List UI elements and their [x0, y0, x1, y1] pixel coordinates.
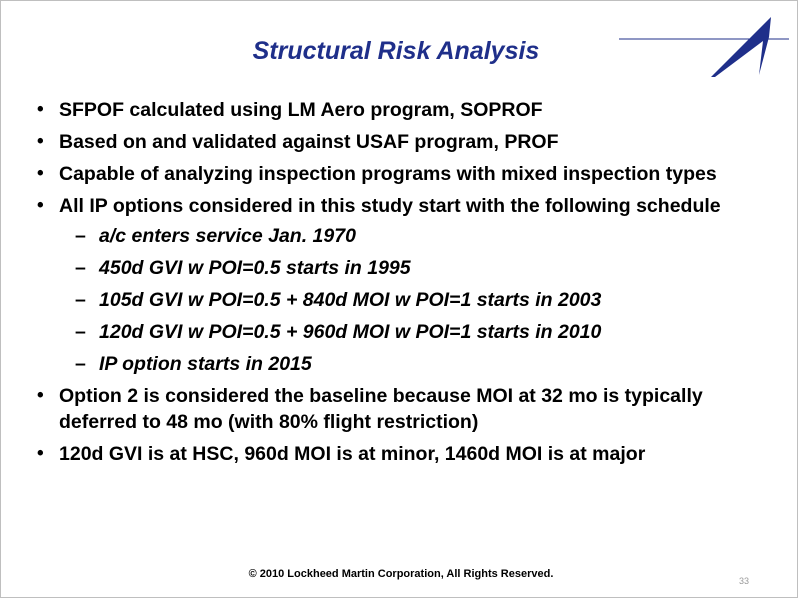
bullet-text: Option 2 is considered the baseline because MOI at 32 mo is typically deferred to 48 mo (with 80% flight restriction)	[59, 385, 703, 433]
bullet-item	[37, 441, 767, 467]
sub-bullet-marker: –	[75, 289, 86, 311]
bullet-text: Based on and validated against USAF program, PROF	[59, 131, 559, 153]
bullet-text: All IP options considered in this study start with the following schedule	[59, 195, 721, 217]
sub-bullet-item	[37, 319, 767, 345]
lockheed-martin-star-icon	[619, 15, 789, 81]
sub-bullet-item	[37, 287, 767, 313]
sub-bullet-marker: –	[75, 353, 86, 375]
sub-bullet-text: IP option starts in 2015	[99, 353, 312, 375]
bullet-marker: •	[37, 131, 44, 152]
bullet-text: Capable of analyzing inspection programs with mixed inspection types	[59, 163, 717, 185]
bullet-marker: •	[37, 195, 44, 216]
page-number: 33	[739, 576, 750, 586]
sub-bullet-marker: –	[75, 321, 86, 343]
bullet-item	[37, 161, 767, 187]
copyright-footer: © 2010 Lockheed Martin Corporation, All Rights Reserved.	[248, 568, 554, 580]
bullet-item	[37, 97, 767, 123]
bullet-list	[37, 97, 767, 473]
sub-bullet-marker: –	[75, 257, 86, 279]
sub-bullet-text: 105d GVI w POI=0.5 + 840d MOI w POI=1 starts in 2003	[99, 289, 602, 311]
bullet-text: SFPOF calculated using LM Aero program, SOPROF	[59, 99, 543, 121]
bullet-item	[37, 383, 767, 435]
sub-bullet-text: a/c enters service Jan. 1970	[99, 225, 356, 247]
sub-bullet-item	[37, 255, 767, 281]
bullet-marker: •	[37, 163, 44, 184]
bullet-item	[37, 193, 767, 377]
bullet-text: 120d GVI is at HSC, 960d MOI is at minor, 1460d MOI is at major	[59, 443, 646, 465]
bullet-marker: •	[37, 443, 44, 464]
sub-bullet-item	[37, 223, 767, 249]
sub-bullet-item	[37, 351, 767, 377]
slide-title: Structural Risk Analysis	[252, 37, 540, 65]
sub-bullet-list	[37, 223, 767, 377]
sub-bullet-text: 450d GVI w POI=0.5 starts in 1995	[99, 257, 411, 279]
sub-bullet-text: 120d GVI w POI=0.5 + 960d MOI w POI=1 starts in 2010	[99, 321, 602, 343]
bullet-item	[37, 129, 767, 155]
bullet-marker: •	[37, 99, 44, 120]
sub-bullet-marker: –	[75, 225, 86, 247]
bullet-marker: •	[37, 385, 44, 406]
